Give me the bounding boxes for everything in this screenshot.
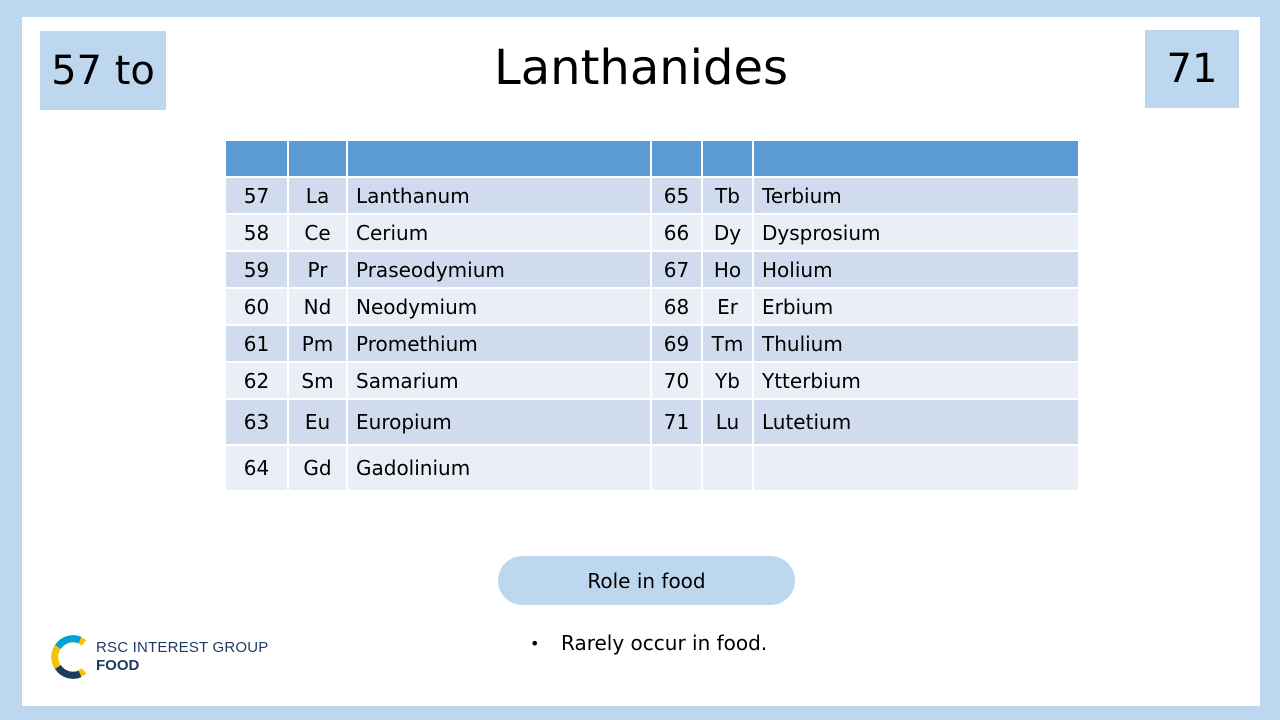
element-name-cell: Praseodymium (348, 252, 650, 287)
slide (22, 17, 1260, 706)
table-row (226, 400, 1078, 444)
table-row (226, 252, 1078, 287)
symbol-cell: Pm (289, 326, 346, 361)
element-name-cell: Holium (754, 252, 1078, 287)
bullet-item (530, 631, 767, 655)
rsc-logo (50, 631, 280, 685)
table-header-row (226, 141, 1078, 176)
atomic-number-cell: 57 (226, 178, 287, 213)
table-row (226, 289, 1078, 324)
symbol-cell: Eu (289, 400, 346, 444)
atomic-number-cell: 69 (652, 326, 701, 361)
symbol-cell: Gd (289, 446, 346, 490)
element-name-cell: Promethium (348, 326, 650, 361)
element-name-cell: Europium (348, 400, 650, 444)
table-row (226, 215, 1078, 250)
element-name-cell: Terbium (754, 178, 1078, 213)
role-in-food-pill (498, 556, 795, 605)
element-name-cell: Lutetium (754, 400, 1078, 444)
element-name-cell (754, 446, 1078, 490)
element-name-cell: Ytterbium (754, 363, 1078, 398)
range-start-label: 57 to (51, 47, 155, 94)
symbol-cell: La (289, 178, 346, 213)
atomic-number-cell: 64 (226, 446, 287, 490)
table-header-cell (652, 141, 701, 176)
range-end-box (1145, 30, 1239, 108)
symbol-cell: Dy (703, 215, 752, 250)
atomic-number-cell: 62 (226, 363, 287, 398)
rsc-c-logo-icon (50, 633, 92, 681)
table-row (226, 363, 1078, 398)
symbol-cell: Ce (289, 215, 346, 250)
symbol-cell: Pr (289, 252, 346, 287)
range-end-label: 71 (1166, 46, 1218, 92)
atomic-number-cell (652, 446, 701, 490)
element-name-cell: Erbium (754, 289, 1078, 324)
symbol-cell: Yb (703, 363, 752, 398)
bullet-dot-icon: • (530, 633, 540, 653)
atomic-number-cell: 61 (226, 326, 287, 361)
symbol-cell: Nd (289, 289, 346, 324)
atomic-number-cell: 65 (652, 178, 701, 213)
symbol-cell: Tb (703, 178, 752, 213)
atomic-number-cell: 58 (226, 215, 287, 250)
logo-text (96, 639, 269, 675)
element-name-cell: Gadolinium (348, 446, 650, 490)
table-header-cell (289, 141, 346, 176)
symbol-cell: Sm (289, 363, 346, 398)
logo-line1: RSC INTEREST GROUP (96, 639, 269, 656)
element-name-cell: Cerium (348, 215, 650, 250)
table-header-cell (754, 141, 1078, 176)
page-title: Lanthanides (494, 40, 788, 96)
bullet-text: Rarely occur in food. (561, 631, 768, 655)
element-name-cell: Dysprosium (754, 215, 1078, 250)
symbol-cell: Er (703, 289, 752, 324)
table-row (226, 326, 1078, 361)
symbol-cell (703, 446, 752, 490)
atomic-number-cell: 59 (226, 252, 287, 287)
role-in-food-label: Role in food (587, 568, 706, 593)
logo-line2: FOOD (96, 657, 140, 674)
symbol-cell: Lu (703, 400, 752, 444)
table-header-cell (348, 141, 650, 176)
elements-table (224, 139, 1080, 492)
atomic-number-cell: 60 (226, 289, 287, 324)
atomic-number-cell: 67 (652, 252, 701, 287)
element-name-cell: Neodymium (348, 289, 650, 324)
table-row (226, 446, 1078, 490)
element-name-cell: Samarium (348, 363, 650, 398)
atomic-number-cell: 68 (652, 289, 701, 324)
atomic-number-cell: 71 (652, 400, 701, 444)
atomic-number-cell: 70 (652, 363, 701, 398)
symbol-cell: Ho (703, 252, 752, 287)
atomic-number-cell: 63 (226, 400, 287, 444)
table-header-cell (226, 141, 287, 176)
symbol-cell: Tm (703, 326, 752, 361)
atomic-number-cell: 66 (652, 215, 701, 250)
element-name-cell: Lanthanum (348, 178, 650, 213)
table-header-cell (703, 141, 752, 176)
table-row (226, 178, 1078, 213)
element-name-cell: Thulium (754, 326, 1078, 361)
